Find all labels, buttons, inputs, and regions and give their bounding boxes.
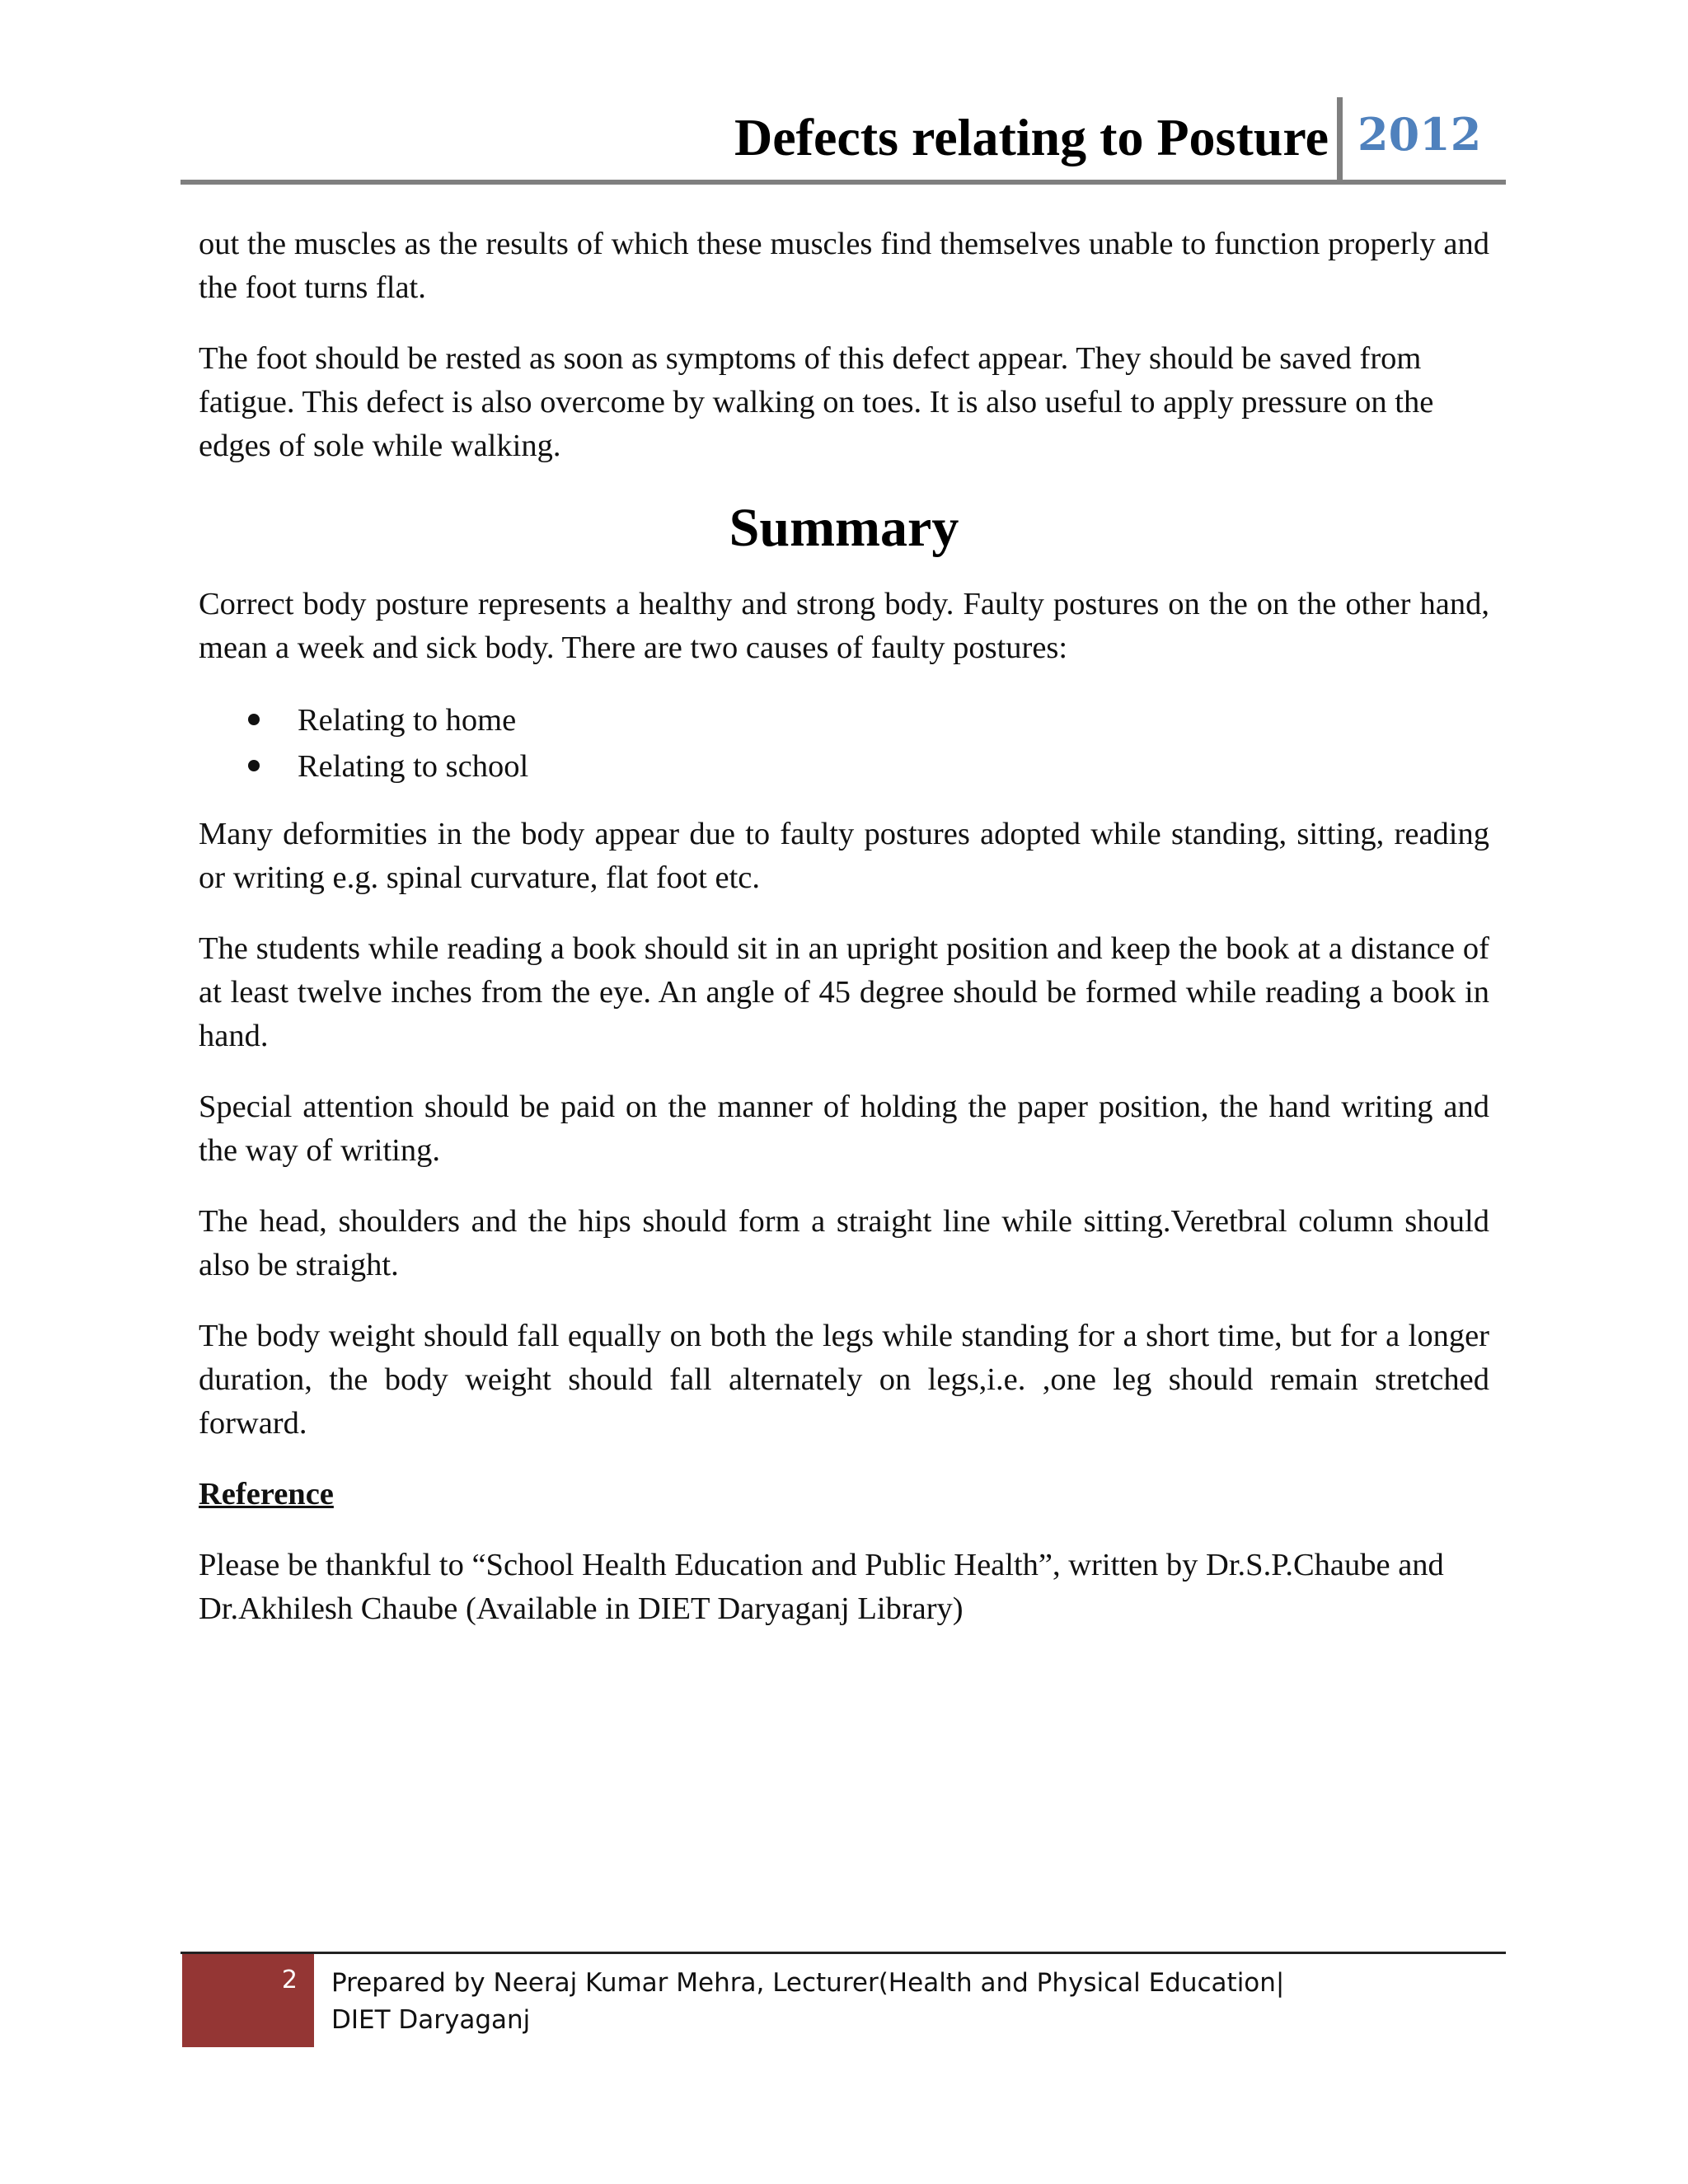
footer-page-box — [182, 1954, 314, 2047]
header-separator — [1337, 97, 1343, 185]
header-rule — [181, 180, 1506, 185]
page-body — [199, 223, 1489, 1658]
paragraph: The body weight should fall equally on both the legs while standing for a short time, but for a longer duration, the body weight should fall alternately on legs,i.e. ,one leg should remain stretched forward. — [199, 1319, 1489, 1441]
reference-text: Please be thankful to “School Health Education and Public Health”, written by Dr.S.P.Chaube and Dr.Akhilesh Chaube (Available in DIET Daryaganj Library) — [199, 1548, 1444, 1626]
bullet-item — [199, 697, 1489, 743]
paragraph: out the muscles as the results of which these muscles find themselves unable to function properly and the foot turns flat. — [199, 227, 1489, 305]
bullet-item — [199, 743, 1489, 790]
footer-rule — [181, 1952, 1506, 1954]
reference-heading: Reference — [199, 1477, 334, 1511]
page-number: 2 — [281, 1966, 298, 1994]
bullet-text: Relating to school — [298, 749, 529, 784]
summary-heading: Summary — [729, 498, 959, 558]
bullet-icon — [248, 760, 260, 771]
paragraph: The head, shoulders and the hips should form a straight line while sitting.Veretbral column should also be straight. — [199, 1204, 1489, 1282]
paragraph: The students while reading a book should sit in an upright position and keep the book at a distance of at least twelve inches from the eye. An angle of 45 degree should be formed while reading a book in hand. — [199, 931, 1489, 1053]
paragraph: The foot should be rested as soon as symptoms of this defect appear. They should be saved from fatigue. This defect is also overcome by walking on toes. It is also useful to apply pressure on the edges of sole while walking. — [199, 341, 1434, 463]
bullet-icon — [248, 714, 260, 725]
header-title: Defects relating to Posture — [734, 108, 1329, 166]
footer-line: DIET Daryaganj — [331, 2005, 531, 2035]
paragraph: Special attention should be paid on the manner of holding the paper position, the hand writing and the way of writing. — [199, 1090, 1489, 1168]
footer-line: Prepared by Neeraj Kumar Mehra, Lecturer(Health and Physical Education| — [331, 1968, 1285, 1998]
bullet-text: Relating to home — [298, 703, 517, 738]
paragraph: Many deformities in the body appear due to faulty postures adopted while standing, sitting, reading or writing e.g. spinal curvature, flat foot etc. — [199, 817, 1489, 895]
bullet-list — [199, 697, 1489, 790]
paragraph: Correct body posture represents a healthy and strong body. Faulty postures on the on the other hand, mean a week and sick body. There are two causes of faulty postures: — [199, 587, 1489, 665]
page-header — [181, 97, 1506, 186]
header-year: 2012 — [1357, 108, 1482, 161]
footer-credit — [331, 1965, 1403, 2039]
